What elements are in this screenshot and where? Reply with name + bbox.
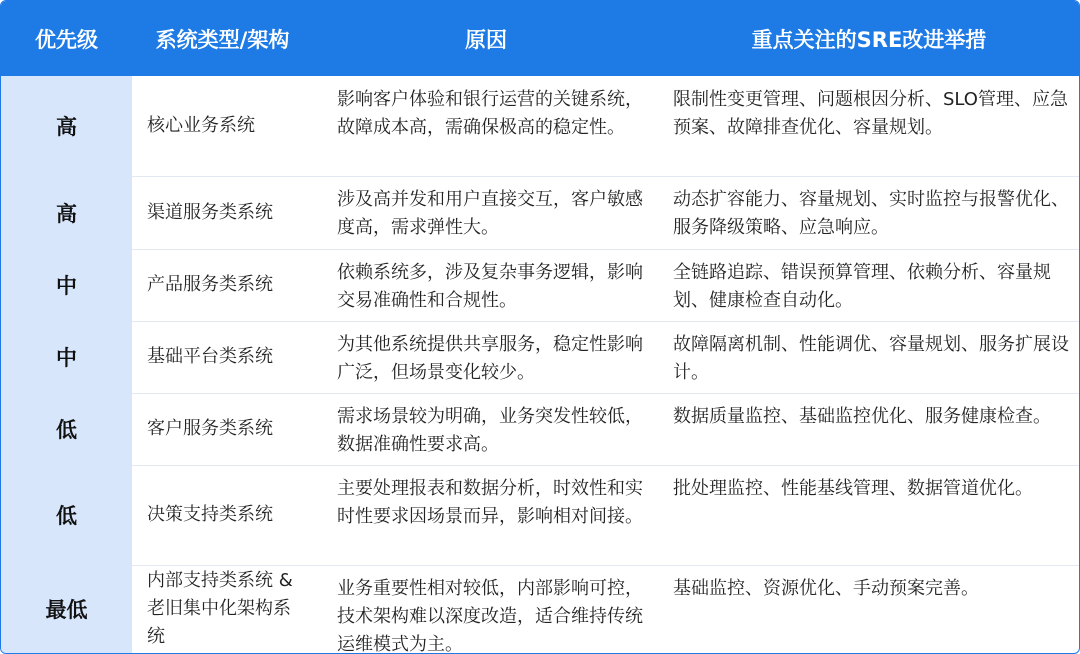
sre-measures-cell: 限制性变更管理、问题根因分析、SLO管理、应急预案、故障排查优化、容量规划。 <box>673 89 1068 138</box>
priority-cell: 最低 <box>1 565 132 653</box>
system-type-cell: 核心业务系统 <box>147 115 255 136</box>
priority-cell: 中 <box>1 249 132 321</box>
sre-measures-cell: 故障隔离机制、性能调优、容量规划、服务扩展设计。 <box>673 334 1069 383</box>
reason-cell: 影响客户体验和银行运营的关键系统，故障成本高，需确保极高的稳定性。 <box>337 89 643 138</box>
system-type-cell: 渠道服务类系统 <box>147 201 273 223</box>
reason-cell: 需求场景较为明确，业务突发性较低，数据准确性要求高。 <box>337 406 643 455</box>
reason-cell: 涉及高并发和用户直接交互，客户敏感度高，需求弹性大。 <box>337 189 643 238</box>
reason-cell: 业务重要性相对较低，内部影响可控，技术架构难以深度改造，适合维持传统运维模式为主。 <box>337 578 643 654</box>
table-row <box>1 565 1079 653</box>
header-reason: 原因 <box>465 27 507 52</box>
table-row <box>1 249 1079 321</box>
reason-cell: 为其他系统提供共享服务，稳定性影响广泛，但场景变化较少。 <box>337 334 643 383</box>
priority-cell: 低 <box>1 393 132 465</box>
reason-cell: 主要处理报表和数据分析，时效性和实时性要求因场景而异，影响相对间接。 <box>337 478 643 527</box>
priority-cell: 高 <box>1 76 132 176</box>
table-row <box>1 393 1079 465</box>
sre-measures-cell: 批处理监控、性能基线管理、数据管道优化。 <box>673 478 1033 499</box>
table-row <box>1 176 1079 249</box>
reason-cell: 依赖系统多，涉及复杂事务逻辑，影响交易准确性和合规性。 <box>337 262 643 311</box>
table-row <box>1 321 1079 393</box>
header-system-type: 系统类型/架构 <box>155 27 290 52</box>
sre-measures-cell: 动态扩容能力、容量规划、实时监控与报警优化、服务降级策略、应急响应。 <box>673 189 1069 238</box>
priority-cell: 中 <box>1 321 132 393</box>
sre-measures-cell: 基础监控、资源优化、手动预案完善。 <box>673 578 979 599</box>
system-type-cell: 产品服务类系统 <box>147 274 273 295</box>
table-header <box>1 1 1079 76</box>
sre-measures-cell: 数据质量监控、基础监控优化、服务健康检查。 <box>673 406 1051 427</box>
header-priority: 优先级 <box>35 27 98 52</box>
table-row <box>1 465 1079 565</box>
system-type-cell: 基础平台类系统 <box>147 346 273 367</box>
system-type-cell: 内部支持类系统 & 老旧集中化架构系统 <box>147 570 293 647</box>
header-sre-measures: 重点关注的SRE改进举措 <box>751 27 987 52</box>
priority-cell: 低 <box>1 465 132 565</box>
system-type-cell: 决策支持类系统 <box>147 504 273 525</box>
table-row <box>1 76 1079 176</box>
priority-cell: 高 <box>1 176 132 249</box>
system-type-cell: 客户服务类系统 <box>147 418 273 439</box>
sre-measures-cell: 全链路追踪、错误预算管理、依赖分析、容量规划、健康检查自动化。 <box>673 262 1051 311</box>
